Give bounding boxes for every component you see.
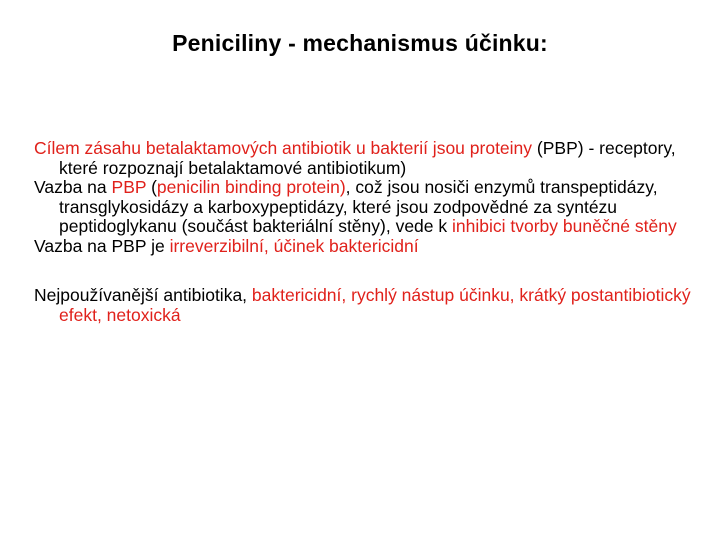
text-run: , což jsou nosiči enzymů transpeptidázy, transglykosidázy a karboxypeptidázy, které jsou zodpovědné za syntézu peptidoglykanu (součást bakteriální stěny), vede k xyxy=(59,177,658,236)
text-run: Cílem zásahu betalaktamových antibiotik u bakterií jsou proteiny xyxy=(34,138,533,158)
text-run: baktericidní, rychlý nástup účinku, krátký postantibiotický efekt, netoxická xyxy=(59,285,691,325)
paragraph-gap xyxy=(34,256,694,286)
text-run: Vazba na PBP je xyxy=(34,235,170,256)
paragraph-irreversible xyxy=(34,237,694,257)
slide-body xyxy=(34,139,694,325)
text-run: irreverzibilní, účinek baktericidní xyxy=(169,235,419,256)
text-run: (PBP) - receptory, které rozpoznají betalaktamové antibiotikum) xyxy=(59,138,676,178)
paragraph-pbp-binding xyxy=(34,178,694,237)
slide-title: Peniciliny - mechanismus účinku: xyxy=(172,30,548,56)
text-run: PBP xyxy=(111,177,147,197)
text-run: penicilin binding protein) xyxy=(156,177,346,197)
text-run: Nejpoužívanější antibiotika, xyxy=(34,285,252,305)
text-run: Vazba na xyxy=(34,177,112,197)
text-run: ( xyxy=(146,177,157,197)
text-run: inhibici tvorby buněčné stěny xyxy=(452,216,677,236)
paragraph-most-used xyxy=(34,286,694,325)
paragraph-pbp-target xyxy=(34,139,694,178)
